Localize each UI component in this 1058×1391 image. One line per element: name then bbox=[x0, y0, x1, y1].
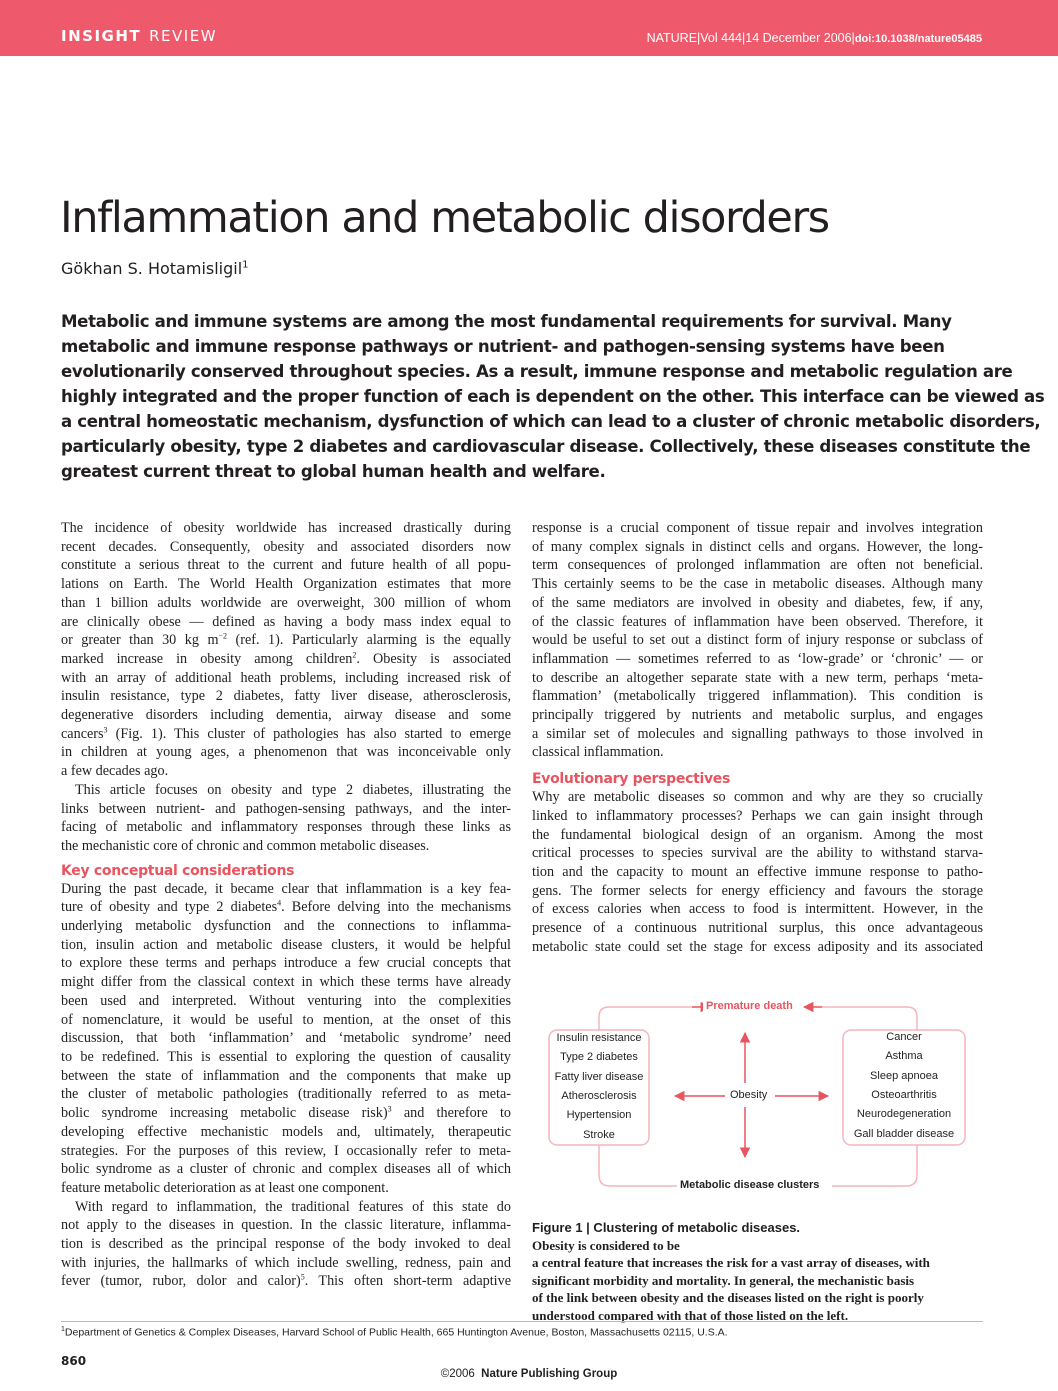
text-run: and therefore to bbox=[391, 1105, 511, 1122]
text-run: (ref. 1). Particularly alarming is the equally bbox=[227, 632, 511, 649]
text-line bbox=[61, 898, 511, 917]
body-column-right bbox=[532, 519, 983, 956]
copyright-year: ©2006 bbox=[440, 1368, 475, 1380]
text-line: the cluster of metabolic pathologies (traditionally referred to as meta- bbox=[61, 1086, 511, 1103]
journal-info: NATURE|Vol 444|14 December 2006| bbox=[646, 31, 855, 45]
text-line: metabolic state could set the stage for excess adiposity and its associated bbox=[532, 938, 983, 955]
text-line: principally triggered by nutrients and metabolic surplus, and engages bbox=[532, 707, 983, 724]
text-line: been used and interpreted. Without venturing into the complexities bbox=[61, 992, 511, 1009]
section-label bbox=[61, 27, 217, 45]
text-line: a similar set of molecules and signalling pathways to those involved in bbox=[532, 725, 983, 742]
article-title: Inflammation and metabolic disorders bbox=[60, 193, 829, 243]
text-line: in children at young ages, a phenomenon that was inconceivable only bbox=[61, 744, 511, 761]
abstract-line: a central homeostatic mechanism, dysfunction of which can lead to a cluster of chronic metabolic disorders, bbox=[61, 412, 1041, 431]
text-line: With regard to inflammation, the traditional features of this state do bbox=[75, 1198, 511, 1215]
text-line: of nomenclature, it would be useful to mention, at the onset of this bbox=[61, 1011, 511, 1028]
abstract-line: greatest current threat to global human health and welfare. bbox=[61, 462, 606, 481]
text-line: degenerative disorders including dementia, airway disease and some bbox=[61, 707, 511, 724]
publisher-name: Nature Publishing Group bbox=[481, 1368, 618, 1380]
right-disease-item: Sleep apnoea bbox=[870, 1069, 938, 1082]
header-banner bbox=[0, 0, 1058, 56]
left-disease-item: Atherosclerosis bbox=[561, 1089, 637, 1102]
text-line: to be redefined. This is essential to exploring the question of causality bbox=[61, 1048, 511, 1065]
left-disease-item: Insulin resistance bbox=[556, 1032, 642, 1044]
text-line: links between nutrient- and pathogen-sensing pathways, and the inter- bbox=[61, 800, 511, 817]
text-line: lations on Earth. The World Health Organization estimates that more bbox=[61, 576, 511, 593]
text-line: are clinically obese — defined as having a body mass index equal to bbox=[61, 613, 511, 630]
journal-citation bbox=[647, 31, 982, 45]
text-run: bolic syndrome increasing metabolic disease risk) bbox=[61, 1105, 388, 1122]
right-disease-item: Osteoarthritis bbox=[871, 1088, 937, 1101]
left-disease-item: Fatty liver disease bbox=[554, 1070, 644, 1083]
text-line: would be useful to set out a distinct form of injury response or subclass of bbox=[532, 632, 983, 649]
text-line: of the classic features of inflammation have been observed. Therefore, it bbox=[532, 613, 983, 630]
text-line: with injuries, the hallmarks of which include swelling, redness, pain and bbox=[61, 1254, 511, 1271]
text-line: flammation’ (metabolically triggered inflammation). This condition is bbox=[532, 688, 983, 705]
figure-1 bbox=[532, 995, 984, 1205]
text-line: a few decades ago. bbox=[61, 763, 169, 780]
text-run: fever (tumor, rubor, dolor and calor) bbox=[61, 1273, 301, 1290]
figure-caption-title: Figure 1 | Clustering of metabolic diseases. bbox=[532, 1220, 801, 1235]
right-disease-item: Cancer bbox=[886, 1031, 922, 1043]
disease-clusters-connector bbox=[599, 1145, 677, 1186]
caption-line-1: Obesity is considered to be bbox=[532, 1237, 680, 1253]
premature-death-connector bbox=[599, 1007, 692, 1030]
text-line: to describe an altogether separate state with a new term, perhaps ‘meta- bbox=[532, 669, 983, 686]
text-run: . Obesity is associated bbox=[356, 650, 511, 667]
text-line: response is a crucial component of tissue repair and involves integration bbox=[532, 520, 983, 536]
footnote-mark: 1 bbox=[61, 1326, 65, 1333]
text-line: gens. The former selects for energy efficiency and favours the storage bbox=[532, 882, 983, 899]
left-disease-item: Hypertension bbox=[566, 1109, 632, 1122]
author-text: Gökhan S. Hotamisligil bbox=[61, 259, 243, 278]
text-line: During the past decade, it became clear that inflammation is a key fea- bbox=[61, 880, 511, 897]
text-run: ture of obesity and type 2 diabetes bbox=[61, 899, 278, 916]
text-line: The incidence of obesity worldwide has increased drastically during bbox=[61, 520, 511, 536]
footnote-divider bbox=[61, 1321, 983, 1322]
abstract-line: evolutionarily conserved throughout species. As a result, immune response and metabolic regulation are bbox=[61, 362, 1013, 381]
text-line: presence of a continuous nutritional surplus, this once advantageous bbox=[532, 920, 983, 937]
caption-line-4: of the link between obesity and the diseases listed on the right is poorly bbox=[532, 1290, 924, 1305]
text-line: than 1 billion adults worldwide are overweight, 300 million of whom bbox=[61, 594, 511, 611]
text-line: insulin resistance, type 2 diabetes, fatty liver disease, atherosclerosis, bbox=[61, 688, 511, 705]
text-run: marked increase in obesity among children bbox=[61, 650, 353, 667]
text-line bbox=[61, 1272, 511, 1291]
text-run: . This often short-term adaptive bbox=[304, 1273, 511, 1290]
section-heading-evolutionary: Evolutionary perspectives bbox=[532, 771, 731, 788]
metabolic-disease-clusters-label: Metabolic disease clusters bbox=[677, 1179, 822, 1191]
text-line: the mechanistic core of chronic and common metabolic diseases. bbox=[61, 837, 430, 854]
text-line: developing effective mechanistic models and, ultimately, therapeutic bbox=[61, 1123, 511, 1140]
abstract-line: metabolic and immune response pathways or nutrient- and pathogen-sensing systems have been bbox=[61, 337, 945, 356]
caption-line-3: significant morbidity and mortality. In general, the mechanistic basis bbox=[532, 1272, 915, 1288]
text-line bbox=[61, 631, 511, 650]
text-run: . Before delving into the mechanisms bbox=[281, 899, 511, 916]
citation-ref: 4 bbox=[277, 898, 282, 908]
author-name bbox=[61, 259, 249, 278]
body-column-left bbox=[61, 519, 511, 1291]
figure-caption bbox=[532, 1219, 962, 1324]
caption-line-5: understood compared with that of those listed on the left. bbox=[532, 1307, 849, 1323]
page-number: 860 bbox=[61, 1354, 87, 1368]
text-line: term consequences of prolonged inflammation are often not beneficial. bbox=[532, 557, 983, 574]
text-line: This article focuses on obesity and type 2 diabetes, illustrating the bbox=[75, 781, 511, 798]
right-disease-item: Gall bladder disease bbox=[853, 1127, 955, 1140]
text-line: between the state of inflammation and the components that make up bbox=[61, 1067, 511, 1084]
citation-ref: −2 bbox=[218, 631, 228, 641]
text-line: of many complex signals in distinct cells and organs. However, the long- bbox=[532, 538, 983, 555]
text-line: the fundamental biological design of an organism. Among the most bbox=[532, 826, 983, 843]
text-line: Why are metabolic diseases so common and why are they so crucially bbox=[532, 789, 983, 806]
text-line: recent decades. Consequently, obesity and associated disorders now bbox=[61, 538, 511, 555]
text-line: not apply to the diseases in question. In the classic literature, inflamma- bbox=[61, 1217, 511, 1234]
text-line: linked to inflammatory processes? Perhaps we can gain insight through bbox=[532, 807, 983, 824]
text-line bbox=[61, 725, 511, 744]
text-line: discussion, that both ‘inflammation’ and ‘metabolic syndrome’ need bbox=[61, 1030, 511, 1047]
text-line: feature metabolic deterioration as at least one component. bbox=[61, 1179, 389, 1196]
text-run: or greater than 30 kg m bbox=[61, 632, 219, 649]
text-line bbox=[61, 1104, 511, 1123]
author-affiliation-mark: 1 bbox=[242, 259, 249, 271]
text-line bbox=[61, 650, 511, 669]
text-line: This certainly seems to be the case in metabolic diseases. Although many bbox=[532, 576, 983, 593]
left-disease-item: Stroke bbox=[583, 1128, 615, 1141]
text-line: might differ from the classical context in which these terms have already bbox=[61, 974, 511, 991]
text-line: bolic syndrome as a cluster of chronic and complex diseases all of which bbox=[61, 1161, 511, 1178]
text-run: cancers bbox=[61, 725, 104, 742]
citation-ref: 3 bbox=[387, 1104, 392, 1114]
text-line: facing of metabolic and inflammatory responses through these links as bbox=[61, 819, 511, 836]
insight-label: INSIGHT bbox=[61, 27, 142, 45]
section-heading-key-concepts: Key conceptual considerations bbox=[61, 862, 295, 879]
copyright-line bbox=[0, 1368, 1058, 1380]
premature-death-label: Premature death bbox=[703, 1000, 796, 1012]
text-line: tion is described as the principal response of the body invoked to deal bbox=[61, 1236, 511, 1253]
caption-line-2: a central feature that increases the risk for a vast array of diseases, with bbox=[532, 1255, 930, 1270]
text-line: classical inflammation. bbox=[532, 744, 664, 761]
citation-ref: 3 bbox=[103, 725, 108, 734]
abstract-line: highly integrated and the proper function of each is dependent on the other. This interface can be viewed as bbox=[61, 387, 1045, 406]
footnote-text: Department of Genetics & Complex Diseases, Harvard School of Public Health, 665 Huntington Avenue, Boston, Massachusetts 02115, U.S.A. bbox=[64, 1326, 728, 1339]
text-line: inflammation — sometimes referred to as ‘low-grade’ or ‘chronic’ — or bbox=[532, 650, 983, 667]
doi-link[interactable]: doi:10.1038/nature05485 bbox=[854, 33, 982, 45]
obesity-label: Obesity bbox=[730, 1089, 768, 1101]
text-line: to explore these terms and perhaps introduce a few crucial concepts that bbox=[61, 955, 511, 972]
abstract-line: Metabolic and immune systems are among the most fundamental requirements for survival. Many bbox=[61, 312, 952, 331]
right-disease-item: Asthma bbox=[885, 1050, 923, 1063]
abstract-line: particularly obesity, type 2 diabetes and cardiovascular disease. Collectively, these diseases constitute the bbox=[61, 437, 1031, 456]
text-line: strategies. For the purposes of this review, I occasionally refer to meta- bbox=[61, 1142, 511, 1159]
citation-ref: 2 bbox=[352, 650, 357, 660]
text-line: underlying metabolic dysfunction and the connections to inflamma- bbox=[61, 918, 511, 935]
text-line: of the same mediators are involved in obesity and diabetes, few, if any, bbox=[532, 594, 983, 611]
text-line: of excess calories when access to food is intermittent. However, in the bbox=[532, 901, 983, 918]
right-disease-item: Neurodegeneration bbox=[856, 1108, 952, 1121]
citation-ref: 5 bbox=[300, 1272, 305, 1282]
text-line: with an array of additional heath problems, including increased risk of bbox=[61, 669, 511, 686]
text-line: constitute a serious threat to the current and future health of all popu- bbox=[61, 557, 511, 574]
abstract bbox=[61, 309, 1045, 484]
text-run: (Fig. 1). This cluster of pathologies has also started to emerge bbox=[107, 725, 511, 742]
left-disease-item: Type 2 diabetes bbox=[560, 1051, 638, 1064]
text-line: tion, insulin action and metabolic disease clusters, it would be helpful bbox=[61, 936, 511, 953]
affiliation-footnote bbox=[61, 1326, 728, 1339]
review-label: REVIEW bbox=[149, 27, 218, 45]
text-line: tion and the capacity to mount an effective immune response to patho- bbox=[532, 863, 983, 880]
text-line: critical processes to species survival are the ability to withstand starva- bbox=[532, 845, 983, 862]
